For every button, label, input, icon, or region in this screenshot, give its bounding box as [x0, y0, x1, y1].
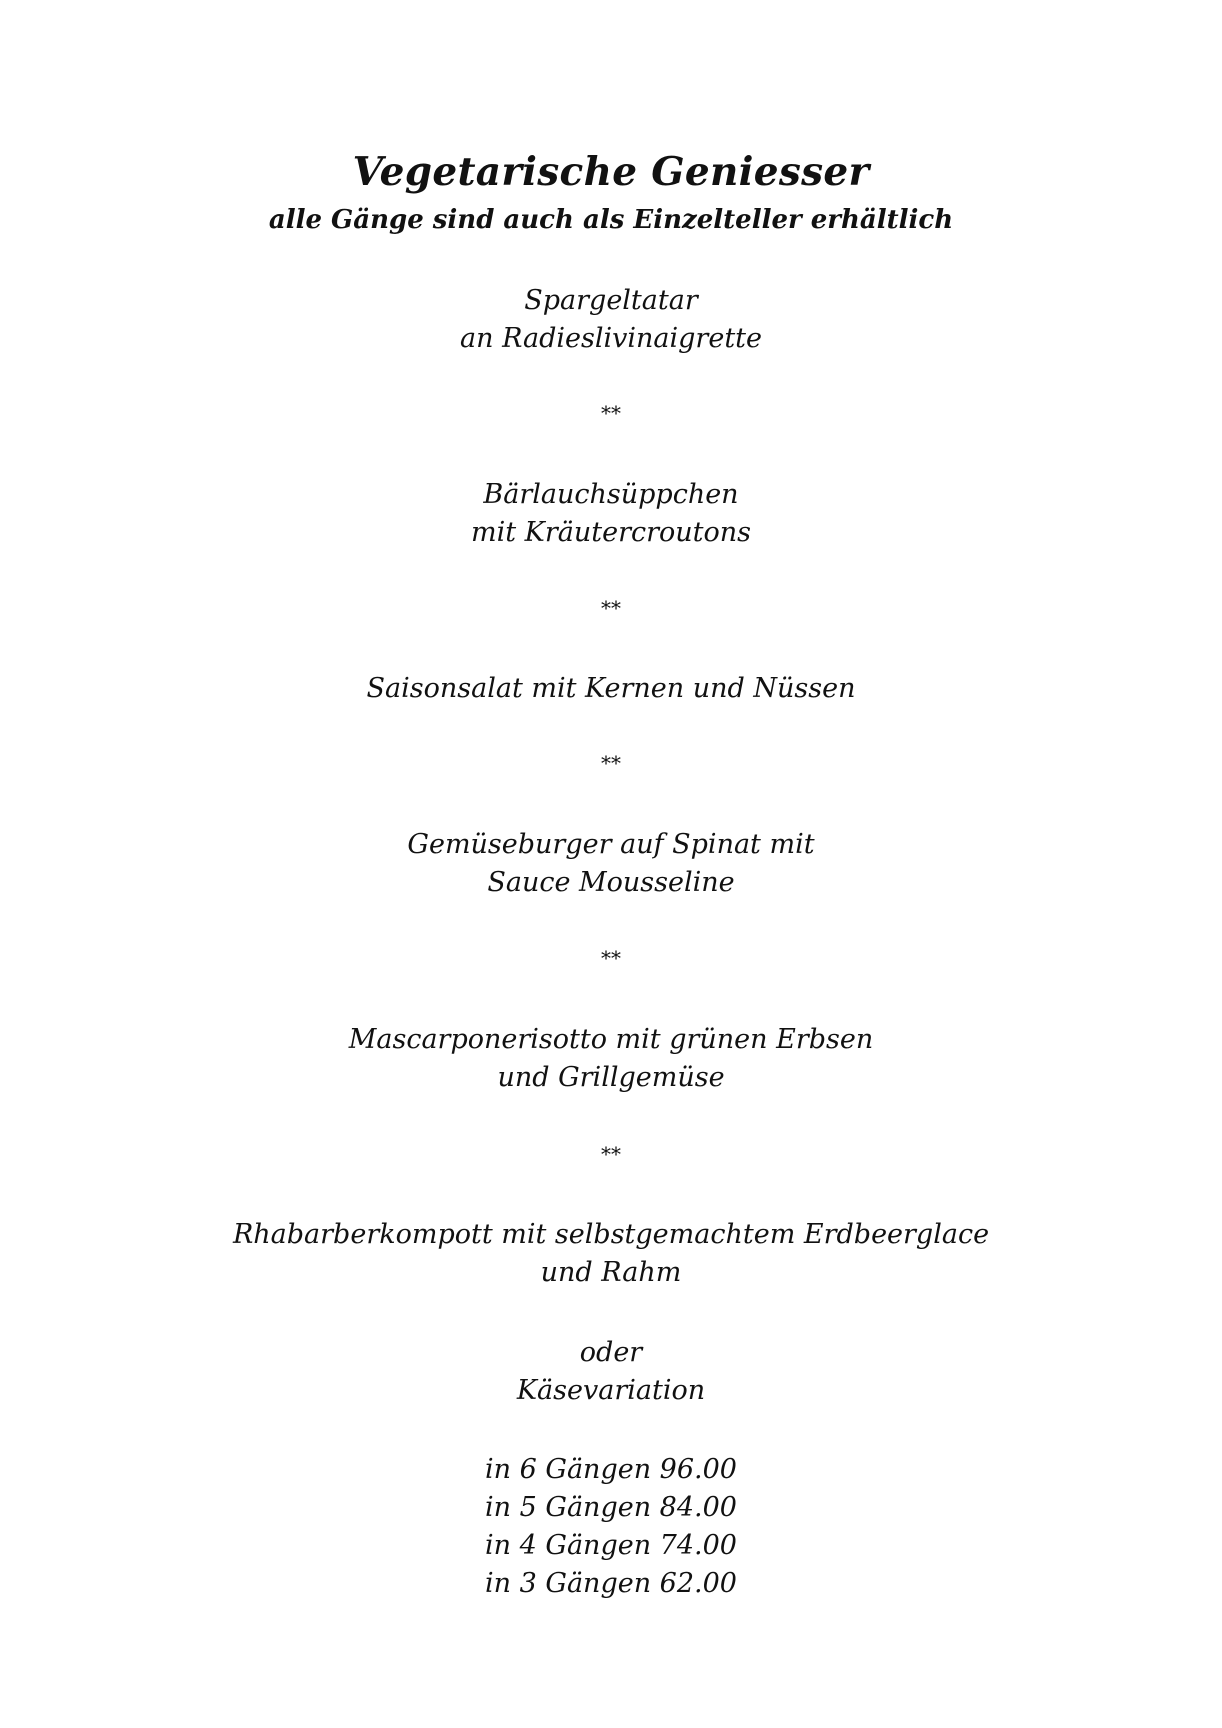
course-3-line-1: Saisonsalat mit Kernen und Nüssen — [366, 673, 856, 704]
course-4 — [0, 826, 1222, 902]
course-6-line-2: und Rahm — [540, 1257, 682, 1288]
course-2-line-2: mit Kräutercroutons — [471, 517, 751, 548]
course-5 — [0, 1021, 1222, 1097]
price-5-courses: in 5 Gängen 84.00 — [485, 1492, 737, 1523]
course-6 — [0, 1216, 1222, 1292]
course-separator: ** — [601, 401, 621, 425]
course-1-line-2: an Radieslivinaigrette — [460, 323, 762, 354]
course-6-line-1: Rhabarberkompott mit selbstgemachtem Erdbeerglace — [232, 1219, 990, 1250]
alternative-dessert — [0, 1334, 1222, 1410]
price-3-courses: in 3 Gängen 62.00 — [485, 1568, 737, 1599]
course-4-line-1: Gemüseburger auf Spinat mit — [407, 829, 815, 860]
price-6-courses: in 6 Gängen 96.00 — [485, 1454, 737, 1485]
course-1-line-1: Spargeltatar — [524, 285, 698, 316]
course-5-line-1: Mascarponerisotto mit grünen Erbsen — [348, 1024, 874, 1055]
course-5-line-2: und Grillgemüse — [497, 1062, 725, 1093]
course-1 — [0, 282, 1222, 358]
course-3 — [0, 670, 1222, 708]
price-4-courses: in 4 Gängen 74.00 — [485, 1530, 737, 1561]
menu-subtitle: alle Gänge sind auch als Einzelteller erhältlich — [268, 205, 954, 235]
price-list — [0, 1451, 1222, 1603]
menu-title: Vegetarische Geniesser — [352, 149, 870, 195]
course-separator: ** — [601, 596, 621, 620]
course-4-line-2: Sauce Mousseline — [487, 867, 735, 898]
alternative-item: Käsevariation — [516, 1375, 706, 1406]
course-separator: ** — [601, 1142, 621, 1166]
course-separator: ** — [601, 946, 621, 970]
course-2 — [0, 476, 1222, 552]
alternative-connector: oder — [579, 1337, 643, 1368]
course-separator: ** — [601, 751, 621, 775]
course-2-line-1: Bärlauchsüppchen — [483, 479, 739, 510]
